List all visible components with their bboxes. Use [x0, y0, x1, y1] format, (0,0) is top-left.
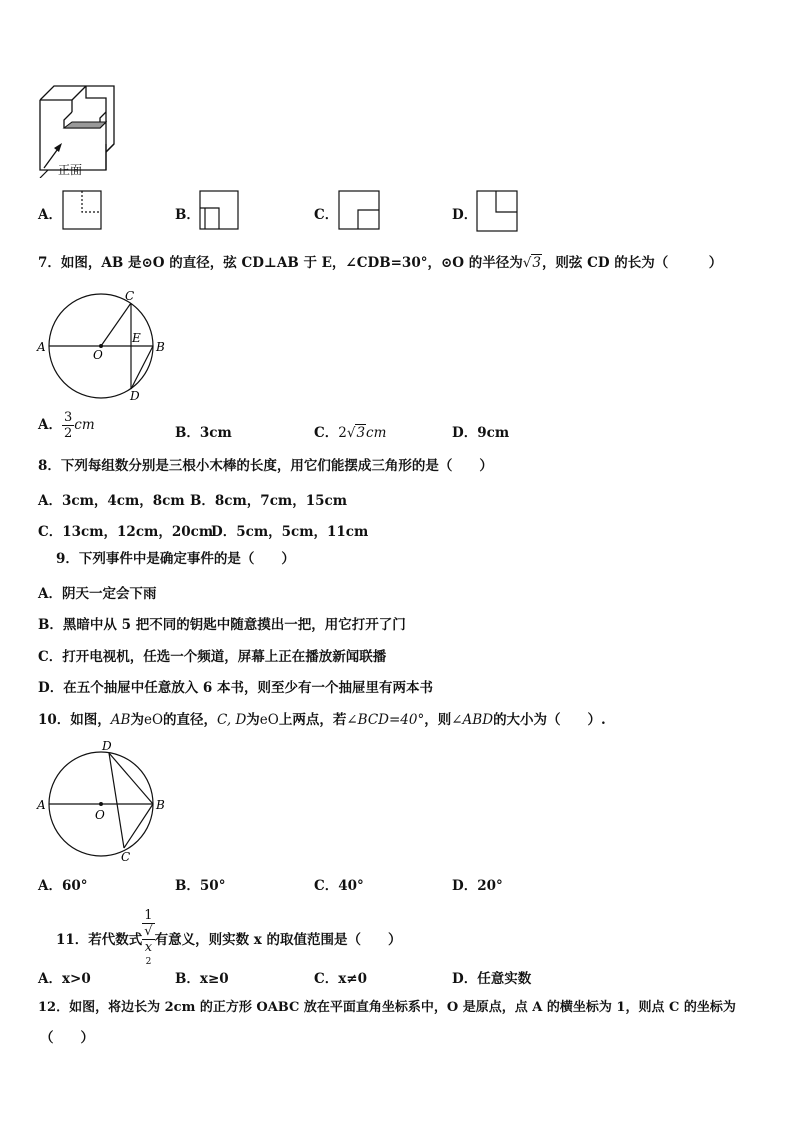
q7-option-b: B．3cm	[175, 425, 232, 441]
sqrt-3: √3	[522, 255, 541, 271]
q10-point-a: A	[37, 798, 46, 812]
q10-stem: 10．如图，AB为eO的直径，C, D为eO上两点，若∠BCD=40°，则∠ABD的大小为（ ）.	[38, 712, 606, 728]
q6-option-b-label: B．	[175, 207, 200, 223]
q9-option-b: B．黑暗中从 5 把不同的钥匙中随意摸出一把，用它打开了门	[38, 617, 406, 633]
q11-option-d: D．任意实数	[452, 971, 532, 987]
q10-point-o: O	[95, 808, 105, 822]
q8-stem: 8．下列每组数分别是三根小木棒的长度，用它们能摆成三角形的是（ ）	[38, 458, 493, 474]
q8-option-a: A．3cm，4cm，8cm	[38, 493, 185, 509]
q11-option-b: B．x≥0	[175, 971, 229, 987]
q12-stem-end: （ ）	[40, 1030, 94, 1046]
q6-option-d-label: D．	[452, 207, 478, 223]
q6-option-b-figure	[199, 190, 239, 230]
q7-stem: 7．如图，AB 是⊙O 的直径，弦 CD⊥AB 于 E，∠CDB=30°，⊙O 的半径为√3，则弦 CD 的长为（ ）	[38, 255, 723, 271]
q10-option-c: C．40°	[314, 878, 364, 894]
q7-point-d: D	[130, 389, 140, 403]
q12-stem: 12．如图，将边长为 2cm 的正方形 OABC 放在平面直角坐标系中，O 是原点，点 A 的横坐标为 1，则点 C 的坐标为	[38, 1000, 736, 1015]
q9-option-a: A．阴天一定会下雨	[38, 586, 157, 602]
q7-option-c: C．2√3cm	[314, 425, 387, 441]
q10-option-a: A．60°	[38, 878, 88, 894]
q11-stem: 11．若代数式 1 √ x $^2$ 有意义，则实数 x 的取值范围是（ ）	[56, 908, 402, 973]
q6-option-c-label: C．	[314, 207, 339, 223]
q8-option-d: D．5cm，5cm，11cm	[211, 524, 369, 540]
q7-point-c: C	[125, 289, 135, 303]
q10-point-b: B	[156, 798, 165, 812]
fraction-3-2: $\frac{3}{2}$	[63, 410, 73, 441]
q6-option-d-figure	[476, 190, 518, 232]
q9-option-d: D．在五个抽屉中任意放入 6 本书，则至少有一个抽屉里有两本书	[38, 680, 433, 696]
q10-point-c: C	[121, 850, 131, 864]
q7-point-e: E	[132, 331, 141, 345]
q7-point-b: B	[156, 340, 165, 354]
q10-option-d: D．20°	[452, 878, 503, 894]
q7-option-a: A． $\frac{3}{2}$ cm	[38, 410, 95, 441]
fraction-1-over-sqrt-x2: 1 √ x $^2$	[142, 908, 154, 973]
q10-option-b: B．50°	[175, 878, 226, 894]
q6-option-c-figure	[338, 190, 380, 230]
front-view-label: 正面	[58, 163, 83, 177]
q11-option-a: A．x>0	[38, 971, 91, 987]
q7-point-o: O	[93, 348, 103, 362]
q9-option-c: C．打开电视机，任选一个频道，屏幕上正在播放新闻联播	[38, 649, 387, 665]
q7-circle-figure	[34, 286, 170, 404]
q7-option-d: D．9cm	[452, 425, 510, 441]
q10-point-d: D	[102, 739, 112, 753]
q6-option-a-label: A．	[38, 207, 62, 223]
q9-stem: 9．下列事件中是确定事件的是（ ）	[56, 551, 295, 567]
q8-option-b: B．8cm，7cm，15cm	[190, 493, 347, 509]
q6-option-a-figure	[62, 190, 102, 230]
q7-point-a: A	[37, 340, 46, 354]
q10-circle-figure	[34, 738, 170, 866]
q8-option-c: C．13cm，12cm，20cm	[38, 524, 214, 540]
q11-option-c: C．x≠0	[314, 971, 367, 987]
